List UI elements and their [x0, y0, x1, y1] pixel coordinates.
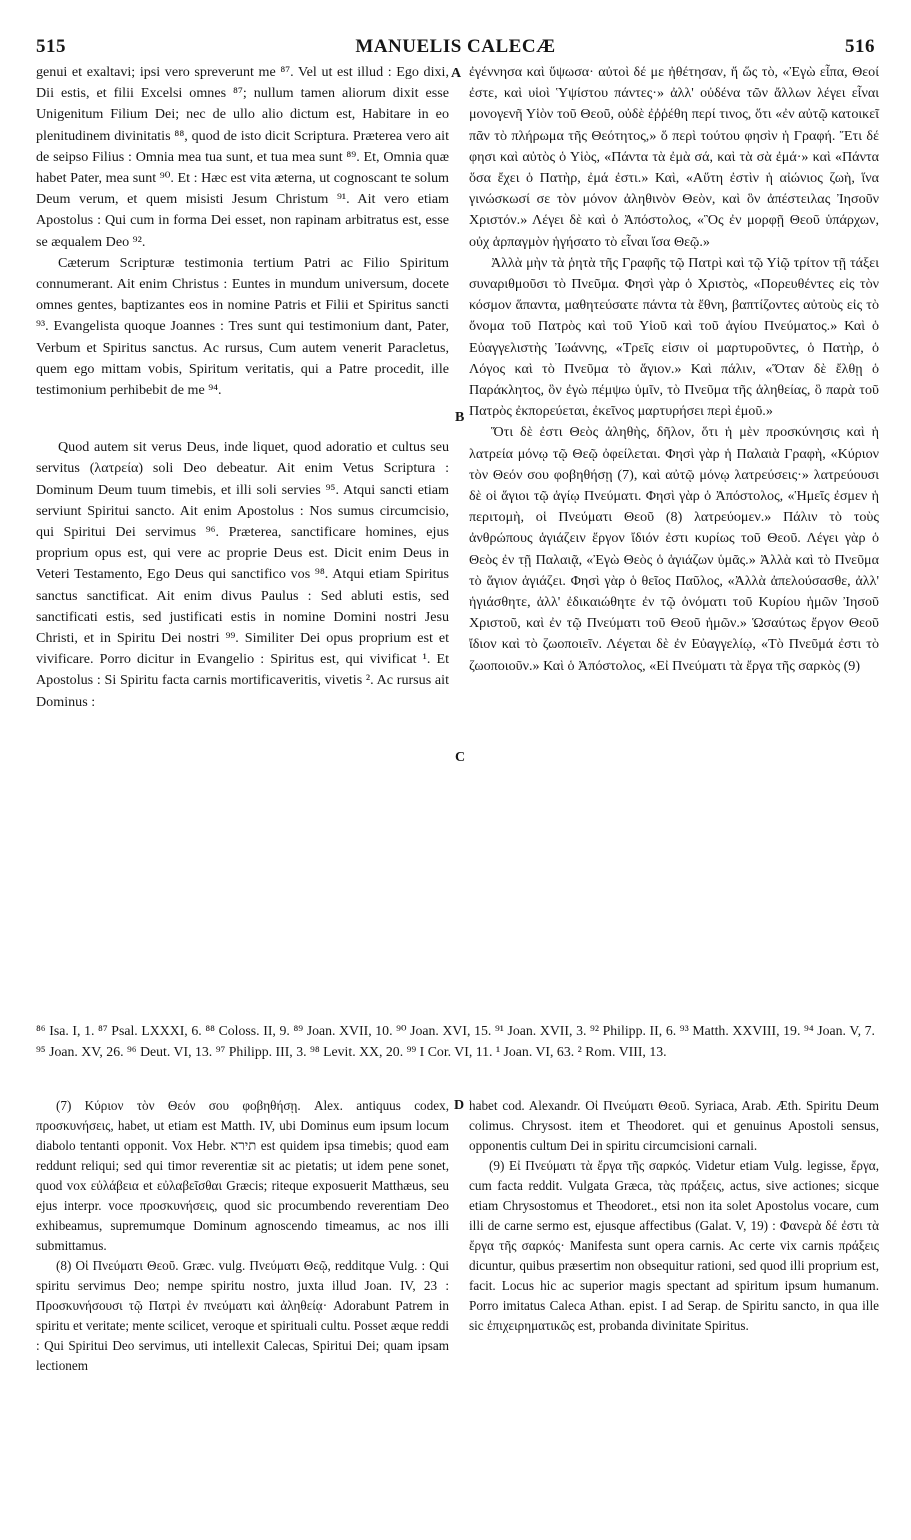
running-title: MANUELIS CALECÆ [355, 36, 556, 57]
latin-paragraph-1: genui et exaltavi; ipsi vero spreverunt me ⁸⁷. Vel ut est illud : Ego dixi, Dii estis, et filii Excelsi omnes ⁸⁷; nullum tamen aliorum dixit esse Unigenitum Filium Dei; nec de ullo alio dictum est, Habitare in eo plenitudinem divinitatis ⁸⁸, quod de isto dicit Scriptura. Præterea vero ait de seipso Filius : Omnia mea tua sunt, et tua mea sunt ⁸⁹. Et, Omnia quæ habet Pater, mea sunt ⁹⁰. Et : Hæc est vita æterna, ut cognoscant te solum Deum verum, et quem misisti Jesum Christum ⁹¹. Ait vero etiam Apostolus : Qui cum in forma Dei esset, non rapinam arbitratus est, esse se æqualem Deo ⁹². [36, 64, 449, 250]
notes-right-column [469, 1096, 879, 1336]
page-number-right: 516 [845, 36, 875, 57]
note-7: (7) Κύριον τὸν Θεόν σου φοβηθήσῃ. Alex. antiquus codex, προσκυνήσεις, habet, ut etiam est Matth. IV, ubi Dominus eum ipsum locum diabolo tentanti opponit. Vox Hebr. תירא est quidem ipsa timebis; quod eam reddunt reliqui; sed qui timor reverentiæ sit ac pietatis; ut idem pene sonet, quod vox εὐλάβεια et εὐλαβεῖσθαι Græcis; riteque exposuerit Matthæus, seu ejus interpr. voce προσκυνήσεις, quod sic procumbendo reverentiam Deo exhibeamus, supremumque Dominum agnoscendo timeamus, ac nos illi submittamus. [36, 1098, 449, 1253]
latin-paragraph-3: Quod autem sit verus Deus, inde liquet, quod adoratio et cultus seu servitus (λατρεία) soli Deo debeatur. Ait enim Vetus Scriptura : Dominum Deum tuum timebis, et illi soli servies ⁹⁵. Atqui sancti etiam serviunt Spiritui sancto. Ait enim Apostolus : Nos sumus circumcisio, qui Spiritui Dei servimus ⁹⁶. Præterea, sanctificare homines, ejus proprium opus est, qui vere ac proprie Deus est. Dicit enim Deus in Veteri Testamento, Ego Deus qui sanctifico vos ⁹⁸. Atqui etiam Spiritus sanctus sanctificat. Ait enim divus Paulus : Sed abluti estis, sed sanctificati estis, sed justificati estis in nomine Domini nostri Jesu Christi, et in Spiritu Dei nostri ⁹⁹. Similiter Dei opus proprium est et vivificare. Porro dicitur in Evangelio : Spiritus est, qui vivificat ¹. Et Apostolus : Si Spiritu facta carnis mortificaveritis, vivetis ². Ac rursus ait Dominus : [36, 439, 449, 710]
greek-paragraph-2: Ἀλλὰ μὴν τὰ ῥητὰ τῆς Γραφῆς τῷ Πατρὶ καὶ τῷ Υἱῷ τρίτον τῇ τάξει συναριθμοῦσι τὸ Πνεῦμα. Φησὶ γὰρ ὁ Χριστὸς, «Πορευθέντες εἰς τὸν κόσμον ἅπαντα, μαθητεύσατε πάντα τὰ ἔθνη, βαπτίζοντες αὐτοὺς εἰς τὸ ὄνομα τοῦ Πατρὸς καὶ τοῦ Υἱοῦ καὶ τοῦ ἁγίου Πνεύματος.» Καὶ ὁ Εὐαγγελιστὴς Ἰωάννης, «Τρεῖς εἰσιν οἱ μαρτυροῦντες, ὁ Πατὴρ, ὁ Λόγος καὶ τὸ Πνεῦμα τὸ ἅγιον.» Καὶ πάλιν, «Ὅταν δὲ ἔλθῃ ὁ Παράκλητος, ὃν ἐγὼ πέμψω ὑμῖν, τὸ Πνεῦμα τῆς ἀληθείας, ὃ παρὰ τοῦ Πατρὸς ἐκπορεύεται, ἐκεῖνος μαρτυρήσει περὶ ἐμοῦ.» [469, 254, 879, 420]
latin-column [36, 62, 449, 713]
greek-column [469, 62, 879, 677]
note-9: (9) Εἰ Πνεύματι τὰ ἔργα τῆς σαρκός. Videtur etiam Vulg. legisse, ἔργα, cum facta reddit. Vulgata Græca, τὰς πράξεις, actus, sive actiones; sicque etiam Chrysostomus et Theodoret., etsi non ita solet Apostolus vocare, cum illi de carne sermo est, ejusque affectibus (Galat. V, 19) : Φανερὰ δέ ἐστι τὰ ἔργα τῆς σαρκός· Manifesta sunt opera carnis. Ac certe vix carnis πράξεις dicuntur, quibus præsertim non obsequitur rationi, sed quod illi proprium est, facit. Locus hic ac superior magis spectant ad spiritum ipsum humanum. Porro imitatus Caleca Athan. epist. I ad Serap. de Spiritu sancto, in qua ille sic ἐπιχειρηματικῶς est, probanda divinitate Spiritus. [469, 1158, 879, 1333]
section-marker-a: A [451, 66, 462, 81]
note-8: (8) Οἱ Πνεύματι Θεοῦ. Græc. vulg. Πνεύματι Θεῷ, redditque Vulg. : Qui spiritu servimus Deo; nempe spiritu nostro, juxta illud Joan. IV, 23 : Προσκυνήσουσι τῷ Πατρὶ ἐν πνεύματι καὶ ἀληθείᾳ· Adorabunt Patrem in spiritu et veritate; mente scilicet, veroque et spirituali cultu. Posset æque reddi : Qui Spiritui Deo servimus, uti intellexit Calecas, Spiritui Dei; quam ipsam lectionem [36, 1258, 449, 1373]
page-header [36, 32, 875, 62]
notes-left-column [36, 1096, 449, 1376]
greek-paragraph-3: Ὅτι δὲ ἐστι Θεὸς ἀληθὴς, δῆλον, ὅτι ἡ μὲν προσκύνησις καὶ ἡ λατρεία μόνῳ τῷ Θεῷ ὀφείλεται. Φησὶ γὰρ ἡ Παλαιὰ Γραφὴ, «Κύριον τὸν Θεόν σου φοβηθήσῃ (7), καὶ αὐτῷ μόνῳ λατρεύσεις·» λατρεύουσι δὲ οἱ ἅγιοι τῷ ἁγίῳ Πνεύματι. Φησὶ γὰρ ὁ Ἀπόστολος, «Ἡμεῖς ἐσμεν ἡ περιτομὴ, οἱ Πνεύματι Θεοῦ (8) λατρεύομεν.» Πάλιν τὸ τοὺς ἀνθρώπους ἁγιάζειν ἔργον ἴδιόν ἐστι κυρίως τοῦ Θεοῦ. Λέγει γὰρ ὁ Θεὸς ἐν τῇ Παλαιᾷ, «Ἐγὼ Θεὸς ὁ ἁγιάζων ὑμᾶς.» Ἀλλὰ καὶ τὸ Πνεῦμα τὸ ἅγιον ἁγιάζει. Φησὶ γὰρ ὁ θεῖος Παῦλος, «Ἀλλὰ ἀπελούσασθε, ἀλλ' ἡγιάσθητε, ἀλλ' ἐδικαιώθητε ἐν τῷ ὀνόματι τοῦ Κυρίου ἡμῶν Ἰησοῦ Χριστοῦ, καὶ ἐν τῷ Πνεύματι τοῦ Θεοῦ ἡμῶν.» Ὡσαύτως ἔργον Θεοῦ ἴδιον καὶ τὸ ζωοποιεῖν. Λέγεται δὲ ἐν Εὐαγγελίῳ, «Τὸ Πνεῦμά ἐστι τὸ ζωοποιοῦν.» Καὶ ὁ Ἀπόστολος, «Εἰ Πνεύματι τὰ ἔργα τῆς σαρκὸς (9) [469, 424, 879, 674]
note-8-continued: habet cod. Alexandr. Οἱ Πνεύματι Θεοῦ. Syriaca, Arab. Æth. Spiritu Deum colimus. Chrysost. item et Theodoret. qui et genuinus Apostoli sensus, opponentis cultum Dei in spiritu circumcisioni carnali. [469, 1098, 879, 1153]
scripture-references: ⁸⁶ Isa. I, 1. ⁸⁷ Psal. LXXXI, 6. ⁸⁸ Coloss. II, 9. ⁸⁹ Joan. XVII, 10. ⁹⁰ Joan. XVI, 15. ⁹¹ Joan. XVII, 3. ⁹² Philipp. II, 6. ⁹³ Matth. XXVIII, 19. ⁹⁴ Joan. V, 7. ⁹⁵ Joan. XV, 26. ⁹⁶ Deut. VI, 13. ⁹⁷ Philipp. III, 3. ⁹⁸ Levit. XX, 20. ⁹⁹ I Cor. VI, 11. ¹ Joan. VI, 63. ² Rom. VIII, 13. [36, 1023, 875, 1059]
greek-paragraph-1: ἐγέννησα καὶ ὕψωσα· αὐτοὶ δέ με ἠθέτησαν, ἤ ὥς τὸ, «Ἐγὼ εἶπα, Θεοί ἐστε, καὶ υἱοὶ Ὑψίστου πάντες·» ἀλλ' οὐδένα τῶν ἄλλων λέγει εἶναι μονογενῆ Υἱὸν τοῦ Θεοῦ, οὐδὲ ἐῤῥέθη περί τινος, ὅτι «ἐν αὐτῷ κατοικεῖ πᾶν τὸ πλήρωμα τῆς Θεότητος,» ὅ περὶ τούτου φησὶν ἡ Γραφή. Ἔτι δέ φησι καὶ αὐτὸς ὁ Υἱὸς, «Πάντα τὰ ἐμὰ σά, καὶ τὰ σὰ ἐμά·» καὶ «Πάντα ὅσα ἔχει ὁ Πατὴρ, ἐμά ἐστι.» Καὶ, «Αὕτη ἐστὶν ἡ αἰώνιος ζωὴ, ἵνα γινώσκωσί σε τὸν μόνον ἀληθινὸν Θεὸν, καὶ ὃν ἀπέστειλας Ἰησοῦν Χριστόν.» Λέγει δὲ καὶ ὁ Ἀπόστολος, «Ὃς ἐν μορφῇ Θεοῦ ὑπάρχων, οὐχ ἁρπαγμὸν ἡγήσατο τὸ εἶναι ἴσα Θεῷ.» [469, 64, 879, 250]
section-marker-d: D [454, 1098, 465, 1113]
page-number-left: 515 [36, 36, 66, 57]
section-marker-c: C [455, 750, 466, 765]
section-marker-b: B [455, 410, 465, 425]
latin-paragraph-2: Cæterum Scripturæ testimonia tertium Patri ac Filio Spiritum connumerant. Ait enim Christus : Euntes in mundum universum, docete omnes gentes, baptizantes eos in nomine Patris et Filii et Spiritus sancti ⁹³. Evangelista quoque Joannes : Tres sunt qui testimonium dant, Pater, Verbum et Spiritus sanctus. Ac rursus, Cum autem venerit Paracletus, quem ego mittam vobis, Spiritum veritatis, qui a Patre procedit, ille testimonium perhibebit de me ⁹⁴. [36, 254, 449, 399]
